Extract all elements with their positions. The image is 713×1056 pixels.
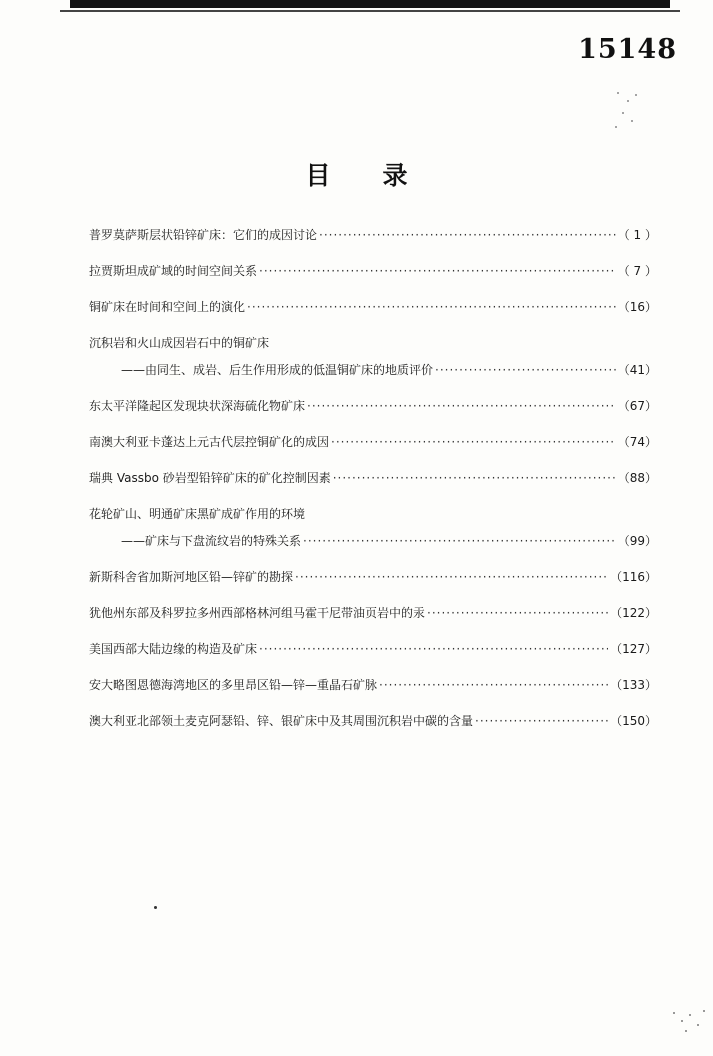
toc-entry-title: 美国西部大陆边缘的构造及矿床 [89,642,258,656]
leader-dots [435,363,616,377]
page-number: 15148 [578,34,677,65]
toc-entry [89,604,657,640]
toc-entry-title: 花轮矿山、明通矿床黑矿成矿作用的环境 [89,507,306,521]
leader-dots [259,642,608,656]
toc-entry-title: 拉贾斯坦成矿域的时间空间关系 [89,264,258,278]
toc-entry-title: 澳大利亚北部领土麦克阿瑟铅、锌、银矿床中及其周围沉积岩中碳的含量 [89,714,474,728]
toc-entry-title: 安大略图恩德海湾地区的多里昂区铅—锌—重晶石矿脉 [89,678,378,692]
scan-speck [154,906,157,909]
leader-dots [307,399,616,413]
toc-entry-heading [89,505,657,532]
toc-entry-page: （74） [617,435,657,449]
toc-entry-title: 新斯科舍省加斯河地区铅—锌矿的勘探 [89,570,294,584]
toc-entry-page: （150） [610,714,657,728]
toc-entry-title: 沉积岩和火山成因岩石中的铜矿床 [89,336,270,350]
toc-entry [89,568,657,604]
scan-noise [669,1006,709,1036]
toc-entry [89,298,657,334]
top-rule-thin [60,10,680,12]
toc-entry-subtitle: ——由同生、成岩、后生作用形成的低温铜矿床的地质评价 [121,363,434,377]
leader-dots [247,300,616,314]
toc-entry-title: 铜矿床在时间和空间上的演化 [89,300,246,314]
toc-entry-page: （99） [617,534,657,548]
toc-entry [89,640,657,676]
toc-entry-page: （133） [610,678,657,692]
toc-entry-title: 普罗莫萨斯层状铅锌矿床：它们的成因讨论 [89,228,318,242]
toc-entry-page: （16） [617,300,657,314]
toc-entry-heading [89,334,657,361]
toc-entry-subtitle-row [89,532,657,568]
toc-entry [89,469,657,505]
table-of-contents [89,226,657,748]
leader-dots [295,570,608,584]
toc-entry-page: （ 1 ） [617,228,657,242]
toc-entry-page: （67） [617,399,657,413]
toc-entry [89,433,657,469]
top-rule [70,0,670,8]
toc-entry-subtitle-row [89,361,657,397]
leader-dots [259,264,616,278]
leader-dots [333,471,616,485]
toc-entry [89,397,657,433]
toc-entry-page: （122） [610,606,657,620]
toc-entry-title: 犹他州东部及科罗拉多州西部格林河组马霍干尼带油页岩中的汞 [89,606,426,620]
scan-specks [613,90,643,130]
leader-dots [319,228,616,242]
leader-dots [303,534,616,548]
toc-entry-page: （ 7 ） [617,264,657,278]
toc-entry [89,226,657,262]
toc-entry [89,262,657,298]
leader-dots [379,678,608,692]
toc-entry [89,676,657,712]
toc-entry-page: （127） [610,642,657,656]
toc-entry-page: （116） [610,570,657,584]
toc-entry-title: 南澳大利亚卡蓬达上元古代层控铜矿化的成因 [89,435,330,449]
toc-entry-page: （88） [617,471,657,485]
leader-dots [475,714,608,728]
page-title: 目录 [305,161,460,190]
toc-entry-title: 瑞典 Vassbo 砂岩型铅锌矿床的矿化控制因素 [89,471,331,485]
leader-dots [331,435,616,449]
leader-dots [427,606,608,620]
toc-entry-subtitle: ——矿床与下盘流纹岩的特殊关系 [121,534,302,548]
toc-entry-page: （41） [617,363,657,377]
toc-entry-title: 东太平洋隆起区发现块状深海硫化物矿床 [89,399,306,413]
toc-entry [89,712,657,748]
